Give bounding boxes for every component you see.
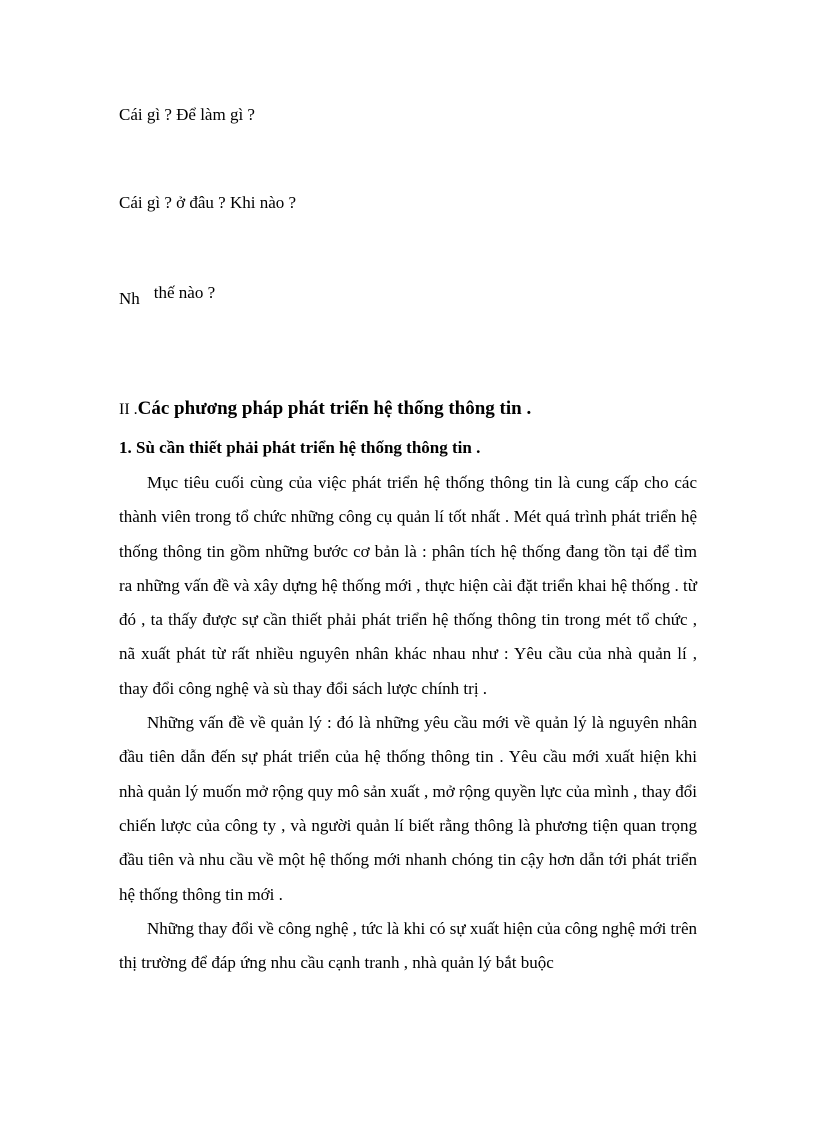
paragraph-1: Mục tiêu cuối cùng của việc phát triển hệ thống thông tin là cung cấp cho các thành viên trong tổ chức những công cụ quản lí tốt nhất . Mét quá trình phát triển hệ thống thông tin gồm những bước cơ bản là : phân tích hệ thống đang tồn tại để tìm ra những vấn đề và xây dựng hệ thống mới , thực hiện cài đặt triển khai hệ thống . từ đó , ta thấy được sự cần thiết phải phát triển hệ thống thông tin trong mét tổ chức , nã xuất phát từ rất nhiều nguyên nhân khác nhau như : Yêu cầu của nhà quản lí , thay đổi công nghệ và sù thay đổi sách lược chính trị .: [119, 473, 697, 698]
section-number: II .: [119, 401, 138, 418]
section-title: Các phương pháp phát triển hệ thống thông tin .: [137, 398, 532, 419]
paragraph-2: Những vấn đề về quản lý : đó là những yêu cầu mới về quản lý là nguyên nhân đầu tiên dẫn đến sự phát triển của hệ thống thông tin . Yêu cầu mới xuất hiện khi nhà quản lý muốn mở rộng quy mô sản xuất , mở rộng quyền lực của mình , thay đổi chiến lược của công ty , và người quản lí biết rằng thông là phương tiện quan trọng đầu tiên và nhu cầu về một hệ thống mới nhanh chóng tin cậy hơn dẫn tới phát triển hệ thống thông tin mới .: [119, 713, 697, 904]
subsection-heading: 1. Sù cần thiết phải phát triển hệ thống thông tin .: [119, 438, 481, 457]
question-line-what-for: Cái gì ? Để làm gì ?: [119, 105, 255, 124]
question-how-rest: thế nào ?: [153, 283, 216, 302]
body-text: [119, 466, 697, 980]
question-line-how: [119, 282, 216, 308]
section-heading: [119, 396, 531, 423]
question-how-prefix: Nh: [119, 289, 140, 308]
paragraph-3: Những thay đổi về công nghệ , tức là khi có sự xuất hiện của công nghệ mới trên thị trường để đáp ứng nhu cầu cạnh tranh , nhà quản lý bắt buộc: [119, 918, 697, 973]
question-line-what-where-when: Cái gì ? ở đâu ? Khi nào ?: [119, 193, 297, 212]
